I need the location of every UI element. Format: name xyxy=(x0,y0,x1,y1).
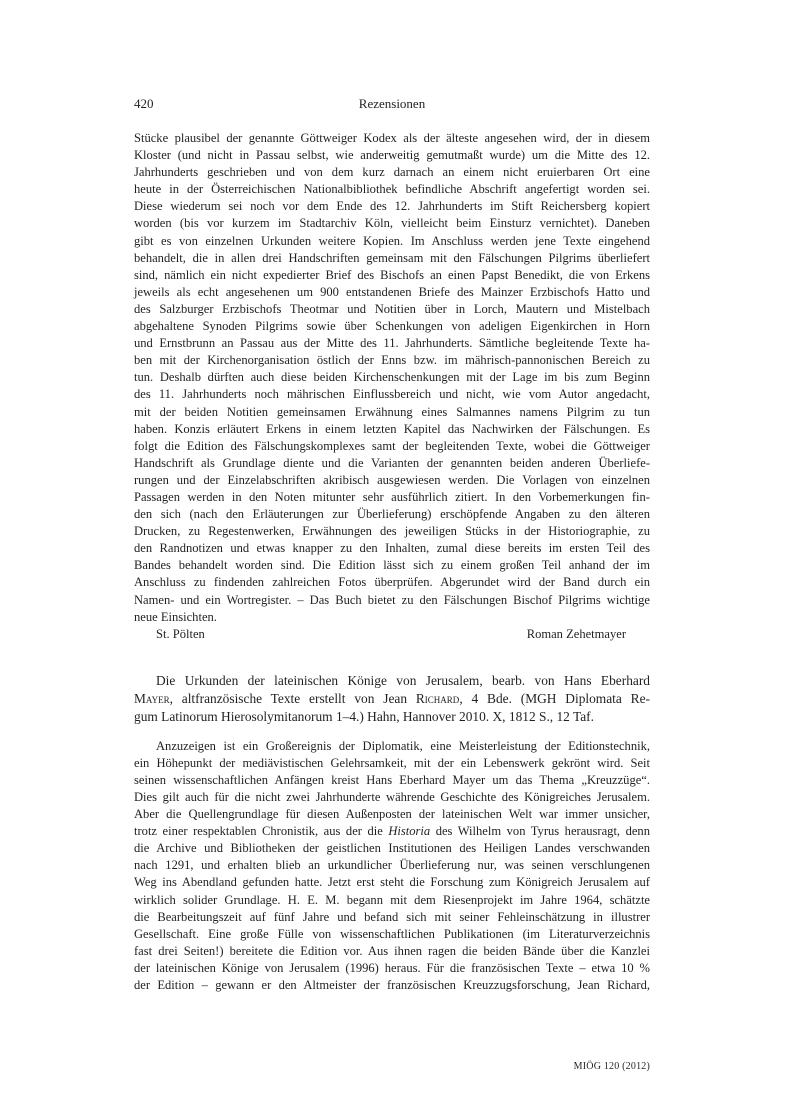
text-line: abgehaltene Synoden Pilgrims sowie über Schenkungen von adeligen Eigenkirchen in Horn xyxy=(134,319,650,334)
text-line: ein Höhepunkt der mediävistischen Gelehrsamkeit, mit der ein Lebenswerk gekrönt wird. Seit xyxy=(134,755,650,770)
text-line: rungen und der Einzelabschriften akribisch ausgewiesen werden. Die Vorlagen von einzelnen xyxy=(134,472,650,487)
text-line: Aber die Quellengrundlage für diesen Außenposten der lateinischen Welt war immer unsicher, xyxy=(134,807,650,822)
entry-line: Die Urkunden der lateinischen Könige von Jerusalem, bearb. von Hans Eberhard xyxy=(156,672,650,688)
contributor-name: Richard xyxy=(415,690,460,706)
text-line: des Salzburger Erzbischofs Theotmar und Notitien über in Lorch, Mautern und Mistelbach xyxy=(134,301,650,316)
text-line: die Archive und Bibliotheken der geistlichen Institutionen des Heiligen Landes verschwanden xyxy=(134,841,650,856)
page-number: 420 xyxy=(134,96,154,111)
text-line: wirklich solider Grundlage. H. E. M. begann mit dem Riesenprojekt im Jahre 1964, schätzte xyxy=(134,892,650,907)
entry-text: , altfranzösische Texte erstellt von Jean xyxy=(169,690,416,706)
review-signoff xyxy=(134,627,650,644)
text-line: und Ernstbrunn an Passau aus der Mitte des 11. Jahrhunderts. Sämtliche begleitende Texte ha- xyxy=(134,336,650,351)
text-line: des 11. Jahrhunderts noch mährischen Einflussbereich und nicht, wie vom Autor angedacht, xyxy=(134,387,650,402)
text-line: Anzuzeigen ist ein Großereignis der Diplomatik, eine Meisterleistung der Editionstechnik, xyxy=(156,738,650,753)
text-line: neue Einsichten. xyxy=(134,609,217,624)
text-line: der lateinischen Könige von Jerusalem (1996) heraus. Für die französischen Texte – etwa 10 % xyxy=(134,960,650,975)
text-line: nach 1291, und erhalten blieb an urkundlicher Überlieferung nur, was seinen verschlungenen xyxy=(134,858,650,873)
text-fragment: trotz einer respektablen Chronistik, aus der die xyxy=(134,824,389,839)
text-line: Stücke plausibel der genannte Göttweiger Kodex als der älteste angesehen wird, der in diesem xyxy=(134,131,650,145)
entry-text: , 4 Bde. (MGH Diplomata Re- xyxy=(459,690,650,706)
text-line: Handschrift als Grundlage diente und die Varianten der genannten beiden anderen Überliefe- xyxy=(134,455,650,470)
text-line: seinen wissenschaftlichen Anfängen kreist Hans Eberhard Mayer um das Thema „Kreuzzüge“. xyxy=(134,772,650,787)
text-line: Bandes behandelt worden sind. Die Edition lässt sich zu einem großen Teil anhand der im xyxy=(134,558,650,573)
text-line: Anschluss zu findenden zahlreichen Fotos überprüfen. Abgerundet wird der Band durch ein xyxy=(134,575,650,590)
page-header xyxy=(134,96,650,116)
text-line: Jahrhunderts geschrieben und von dem kurz darnach an einem nicht eruierbaren Ort eine xyxy=(134,165,650,180)
entry-line: gum Latinorum Hierosolymitanorum 1–4.) Hahn, Hannover 2010. X, 1812 S., 12 Taf. xyxy=(134,708,594,724)
text-line: ben mit der Kirchenorganisation östlich der Enns bzw. im mährisch-pannonischen Bereich zu xyxy=(134,353,650,368)
text-line: Weg ins Abendland gefunden hatte. Jetzt erst steht die Forschung zum Königreich Jerusalem auf xyxy=(134,875,650,890)
review-text-continued xyxy=(134,130,650,626)
text-line: Namen- und ein Wortregister. – Das Buch bietet zu den Fälschungen Bischof Pilgrims wichtige xyxy=(134,592,650,607)
text-line: Kloster (und nicht in Passau selbst, wie anderweitig gemutmaßt wurde) um die Mitte des 12. xyxy=(134,148,650,163)
text-line: sind, nämlich ein nicht expedierter Brief des Bischofs an einen Papst Benedikt, die von Erkens xyxy=(134,267,650,282)
text-line: Passagen werden in den Noten mitunter sehr ausführlich zitiert. In den Vorbemerkungen fin- xyxy=(134,489,650,504)
text-line: Gesellschaft. Eine große Fülle von wissenschaftlichen Publikationen (im Literaturverzeichnis xyxy=(134,926,650,941)
text-line: gibt es von einzelnen Urkunden weitere Kopien. Im Anschluss werden jene Texte eingehend xyxy=(134,233,650,248)
text-line: Diese wiederum sei noch vor dem Ende des 12. Jahrhunderts im Stift Reichersberg kopiert xyxy=(134,199,650,214)
text-line: den Randnotizen und etwas knapper zu den Inhalten, zumal diese bereits im ersten Teil des xyxy=(134,541,650,556)
text-line: Dies gilt auch für die nicht zwei Jahrhunderte währende Geschichte des Königreiches Jerusalem. xyxy=(134,790,650,804)
entry-line xyxy=(134,690,650,708)
text-line: den sich (nach den Erläuterungen zur Überlieferung) erschöpfende Angaben zu den älteren xyxy=(134,507,650,522)
bibliographic-entry xyxy=(134,672,650,726)
text-line: worden (bis vor kurzem im Stadtarchiv Köln, vielleicht beim Einsturz vernichtet). Daneben xyxy=(134,216,650,231)
reviewer-place: St. Pölten xyxy=(156,626,205,641)
reviewer-name: Roman Zehetmayer xyxy=(526,626,626,641)
text-fragment: des Wilhelm von Tyrus herausragt, denn xyxy=(430,824,650,839)
text-line: folgt die Edition des Fälschungskomplexes samt der begleitenden Texte, wobei die Göttweiger xyxy=(134,438,650,453)
text-line: mit der beiden Notitien gemeinsamen Erwähnung eines Salmannes namens Pilgrim zu tun xyxy=(134,404,650,419)
text-line: der Edition – gewann er den Altmeister der französischen Kreuzzugsforschung, Jean Richard, xyxy=(134,978,650,993)
editor-name: Mayer xyxy=(134,690,170,706)
text-line: jeweils als echt angesehenen um 900 entstandenen Briefe des Mainzer Erzbischofs Hatto und xyxy=(134,284,650,299)
text-line: die Bearbeitungszeit auf fünf Jahre und befand sich mit seiner Fehleinschätzung in illustrer xyxy=(134,909,650,924)
text-line: behandelt, die in allen drei Handschriften gemeinsam mit den Fälschungen Pilgrims überliefert xyxy=(134,250,650,265)
text-line: Drucken, zu Regestenwerken, Erwähnungen des jeweiligen Stücks in der Historiographie, zu xyxy=(134,524,650,539)
running-title: Rezensionen xyxy=(358,96,426,111)
text-line: fast drei Seiten!) bereitete die Edition vor. Aus ihnen ragen die beiden Bände über die Kanzlei xyxy=(134,943,650,958)
page xyxy=(134,96,650,994)
review-text xyxy=(134,738,650,994)
text-line: haben. Konzis erläutert Erkens in einem letzten Kapitel das Nachwirken der Fälschungen. Es xyxy=(134,421,650,436)
journal-footer: MIÖG 120 (2012) xyxy=(573,1061,650,1072)
text-line: heute in der Österreichischen Nationalbibliothek befindliche Abschrift angefertigt worden sei. xyxy=(134,182,650,197)
work-title: Historia xyxy=(388,824,431,839)
text-line: tun. Deshalb dürften auch diese beiden Kirchenschenkungen mit der Lage im bis zum Beginn xyxy=(134,370,650,385)
text-line xyxy=(134,823,650,840)
